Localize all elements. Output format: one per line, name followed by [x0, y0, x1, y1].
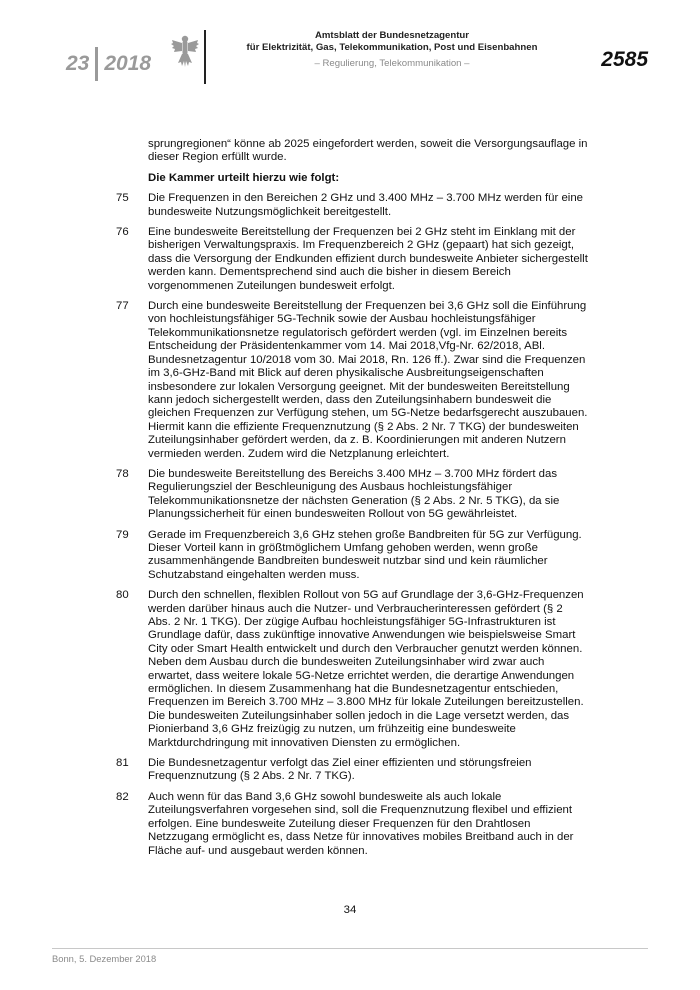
paragraph-text: Die Frequenzen in den Bereichen 2 GHz und 3.400 MHz – 3.700 MHz werden für eine bundesweite Nutzungsmöglichkeit bereitgestellt.	[148, 192, 583, 218]
paragraph-text: Auch wenn für das Band 3,6 GHz sowohl bundesweite als auch lokale Zuteilungsverfahren vorgesehen sind, soll die Frequenznutzung flexibel und effizient erfolgen. Eine bundesweite Zuteilung dieser Frequenzen für den Drahtlosen Netzzugang ermöglicht es, dass Netze für innovatives mobiles Breitband auch in der Fläche auf- und ausgebaut werden können.	[148, 790, 574, 857]
numbered-paragraph-80	[116, 589, 588, 750]
issue-separator	[95, 47, 98, 81]
paragraph-number: 79	[116, 528, 129, 541]
section-label: – Regulierung, Telekommunikation –	[314, 58, 470, 69]
numbered-paragraph-79	[116, 529, 588, 583]
federal-eagle-icon	[170, 33, 200, 71]
masthead-subtitle: für Elektrizität, Gas, Telekommunikation, Post und Eisenbahnen	[246, 41, 538, 53]
paragraph-number: 80	[116, 589, 129, 602]
section-heading	[116, 172, 588, 185]
paragraph-number: 78	[116, 467, 129, 480]
paragraph-number: 76	[116, 226, 129, 239]
numbered-paragraph-77	[116, 300, 588, 461]
issue-number: 23	[66, 52, 90, 75]
issue-label	[66, 47, 151, 81]
numbered-paragraph-75	[116, 192, 588, 219]
main-content	[116, 138, 588, 865]
header-divider	[204, 30, 206, 84]
gazette-page-number: 2585	[601, 48, 648, 71]
footer-place-date: Bonn, 5. Dezember 2018	[52, 953, 157, 964]
masthead	[220, 30, 564, 69]
document-page-number: 34	[343, 904, 357, 916]
footer-divider	[52, 948, 648, 949]
heading-text: Die Kammer urteilt hierzu wie folgt:	[148, 171, 340, 184]
paragraph-text: Eine bundesweite Bereitstellung der Frequenzen bei 2 GHz steht im Einklang mit der bisherigen Verwaltungspraxis. Im Frequenzbereich 2 GHz (gepaart) hat sich gezeigt, dass die Versorgung der Endkunden effizient durch bundesweite Anbieter sichergestellt werden kann. Dementsprechend sind auch die bisher in diesem Bereich vorgenommenen Zuteilungen bundesweit erfolgt.	[148, 226, 588, 292]
paragraph-number: 75	[116, 192, 129, 205]
paragraph-text: Durch eine bundesweite Bereitstellung der Frequenzen bei 3,6 GHz soll die Einführung von hochleistungsfähiger 5G-Technik sowie der Ausbau hochleistungsfähiger Telekommunikationsnetze regulatorisch gefördert werden (vgl. im Einzelnen bereits Entscheidung der Präsidentenkammer vom 14. Mai 2018,Vfg-Nr. 62/2018, ABl. Bundesnetzagentur 10/2018 vom 30. Mai 2018, Rn. 126 ff.). Zwar sind die Frequenzen im 3,6-GHz-Band mit Blick auf deren physikalische Ausbreitungseigenschaften insbesondere zur lokalen Versorgung geeignet. Mit der bundesweiten Bereitstellung kann jedoch sichergestellt werden, dass den Zuteilungsinhabern bundesweit die gleichen Frequenzen zur Verfügung stehen, um 5G-Netze bedarfsgerecht auszubauen. Hiermit kann die effiziente Frequenznutzung (§ 2 Abs. 2 Nr. 7 TKG) der bundesweiten Zuteilungsinhaber gefördert werden, da z. B. Koordinierungen mit anderen Nutzern vermieden werden. Zudem wird die Netzplanung erleichtert.	[148, 300, 588, 460]
paragraph-text: Gerade im Frequenzbereich 3,6 GHz stehen große Bandbreiten für 5G zur Verfügung. Dieser Vorteil kann in größtmöglichem Umfang gehoben werden, wenn große zusammenhängende Bandbreiten bundesweit nutzbar sind und kein räumlicher Schutzabstand eingehalten werden muss.	[148, 528, 582, 581]
numbered-paragraph-78	[116, 468, 588, 522]
numbered-paragraph-76	[116, 226, 588, 293]
numbered-paragraph-81	[116, 757, 588, 784]
paragraph-text: Die Bundesnetzagentur verfolgt das Ziel einer effizienten und störungsfreien Frequenznutzung (§ 2 Abs. 2 Nr. 7 TKG).	[148, 757, 532, 783]
paragraph-text: Durch den schnellen, flexiblen Rollout von 5G auf Grundlage der 3,6-GHz-Frequenzen werden darüber hinaus auch die Nutzer- und Verbraucherinteressen gefördert (§ 2 Abs. 2 Nr. 1 TKG). Der zügige Aufbau hochleistungsfähiger 5G-Infrastrukturen ist Grundlage dafür, dass zukünftige innovative Anwendungen wie beispielsweise Smart City oder Smart Health entwickelt und durch den Verbraucher genutzt werden können. Neben dem Ausbau durch die bundesweiten Zuteilungsinhaber wird zwar auch erwartet, dass weitere lokale 5G-Netze errichtet werden, die derartige Anwendungen ermöglichen. In diesem Zusammenhang hat die Bundesnetzagentur entschieden, Frequenzen im Bereich 3.700 MHz – 3.800 MHz für lokale Zuteilungen bereitzustellen. Die bundesweiten Zuteilungsinhaber sollen jedoch in die Lage versetzt werden, das Pionierband 3,6 GHz freizügig zu nutzen, um frühzeitig eine bundesweite Marktdurchdringung mit innovativen Diensten zu ermöglichen.	[148, 589, 584, 749]
paragraph-number: 81	[116, 757, 129, 770]
intro-text: sprungregionen“ könne ab 2025 eingefordert werden, soweit die Versorgungsauflage in dieser Region erfüllt wurde.	[148, 138, 588, 164]
paragraph-number: 77	[116, 300, 129, 313]
numbered-paragraph-82	[116, 791, 588, 858]
masthead-title: Amtsblatt der Bundesnetzagentur	[314, 30, 470, 41]
paragraph-text: Die bundesweite Bereitstellung des Bereichs 3.400 MHz – 3.700 MHz fördert das Regulierungsziel der Beschleunigung des Ausbaus hochleistungsfähiger Telekommunikationsnetze der nächsten Generation (§ 2 Abs. 2 Nr. 5 TKG), da sie Planungssicherheit für einen bundesweiten Rollout von 5G gewährleistet.	[148, 467, 560, 521]
paragraph-number: 82	[116, 790, 129, 803]
issue-year: 2018	[104, 52, 152, 75]
intro-paragraph	[116, 138, 588, 165]
